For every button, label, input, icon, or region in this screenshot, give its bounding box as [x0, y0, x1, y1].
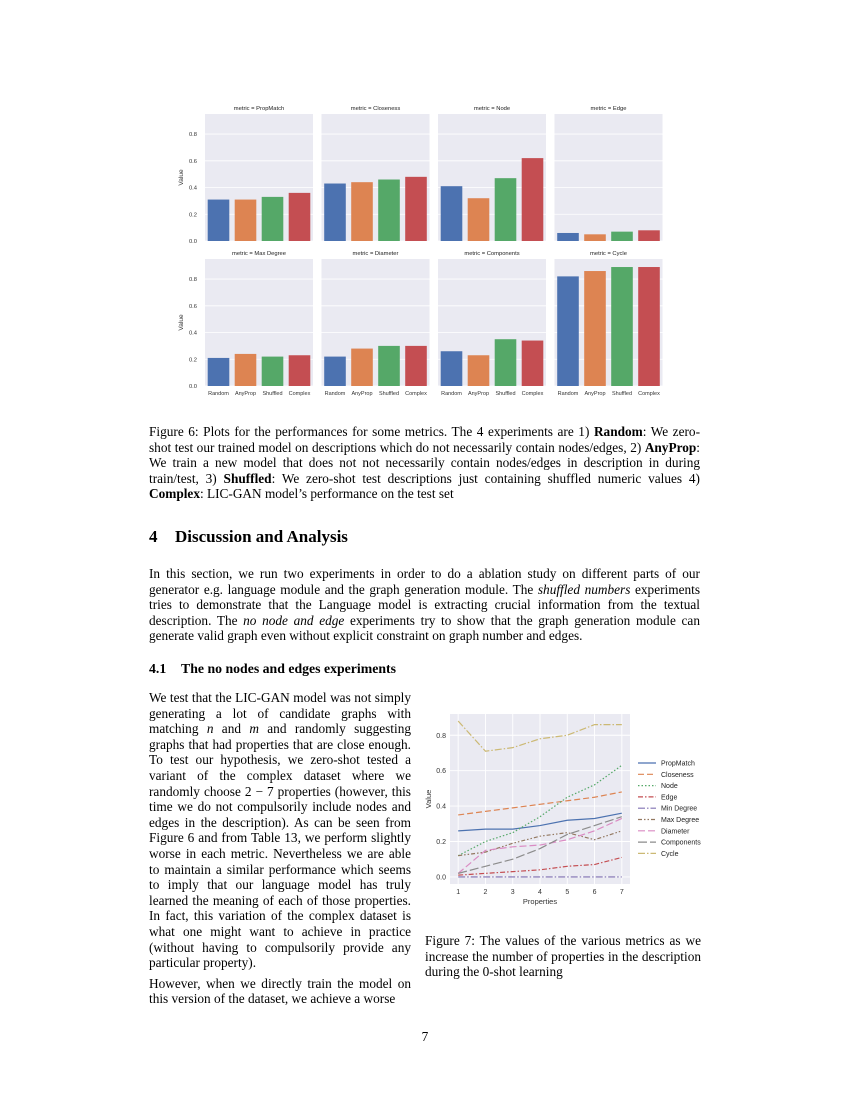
- x-tick-label: 6: [592, 889, 597, 896]
- paragraph-2: However, when we directly train the model on this version of the dataset, we achieve a worse: [149, 975, 411, 1007]
- bar: [522, 341, 544, 386]
- x-tick-label: Random: [441, 391, 462, 397]
- panel-title: metric = Closeness: [350, 106, 401, 112]
- x-tick-label: Complex: [405, 391, 427, 397]
- bar: [441, 351, 463, 386]
- section-heading: [149, 527, 348, 547]
- bar: [468, 355, 490, 386]
- y-tick-label: 0.4: [188, 185, 197, 192]
- bar: [324, 357, 346, 386]
- bar: [557, 233, 579, 241]
- bar: [289, 355, 311, 386]
- x-tick-label: 5: [565, 889, 570, 896]
- bar: [351, 349, 373, 386]
- y-tick-label: 0.2: [436, 839, 446, 846]
- bar: [324, 184, 346, 241]
- bar: [405, 346, 427, 386]
- subsection-title: The no nodes and edges experiments: [181, 661, 397, 676]
- x-tick-label: Random: [324, 391, 346, 397]
- panel-title: metric = PropMatch: [233, 106, 285, 112]
- bar: [638, 230, 660, 241]
- paragraph-1: We test that the LIC-GAN model was not simply generating a lot of candidate graphs with matching n and m and randomly suggesting graphs that had properties that are close enough. To test our hypothesis, we zero-shot tested a variant of the complex dataset where we randomly choose 2 − 7 properties (however, this time we do not compulsorily include nodes and edges in the description). As can be seen from Figure 6 and from Table 13, we perform slightly worse in each metric. Nevertheless we are able to maintain a similar performance which seems to imply that our language model has truly learned the meaning of each of those properties. In fact, this variation of the complex dataset is what one might want to achieve in practice (without having to compulsorily provide any particular property).: [149, 690, 411, 971]
- section-paragraph: In this section, we run two experiments in order to do a ablation study on different parts of our generator e.g. language module and the graph generation module. The shuffled numbers experiments tries to demonstrate that the Language model is extracting crucial information from the textual description. The no node and edge experiments try to show that the graph generation module can generate valid graph even without explicit constraint on graph number and edges.: [149, 566, 700, 644]
- legend-label: PropMatch: [661, 760, 695, 768]
- y-tick-label: 0.0: [188, 239, 197, 245]
- x-tick-label: 3: [510, 889, 515, 896]
- y-tick-label: 0.4: [436, 803, 446, 811]
- bar: [235, 354, 257, 386]
- y-tick-label: 0.6: [436, 768, 446, 776]
- figure-6-caption: Figure 6: Plots for the performances for some metrics. The 4 experiments are 1) Random: We zero-shot test our trained model on descriptions which do not necessarily contain nodes/edges, 2) AnyProp: We train a new model that does not not necessarily contain nodes/edges in description in during train/test, 3) Shuffled: We zero-shot test descriptions just containing shuffled numeric values 4) Complex: LIC-GAN model’s performance on the test set: [149, 424, 700, 502]
- legend-label: Max Degree: [661, 817, 700, 824]
- y-tick-label: 0.2: [188, 212, 197, 219]
- panel-title: metric = Components: [464, 251, 520, 257]
- bar: [638, 267, 660, 386]
- x-tick-label: AnyProp: [467, 391, 490, 397]
- panel-title: metric = Max Degree: [232, 251, 286, 257]
- x-tick-label: Complex: [288, 391, 311, 397]
- bar: [584, 271, 606, 386]
- bar: [262, 197, 284, 241]
- bar: [378, 180, 400, 241]
- x-tick-label: AnyProp: [351, 391, 373, 397]
- legend-label: Node: [661, 783, 678, 791]
- bar: [557, 276, 579, 386]
- section-title: Discussion and Analysis: [175, 527, 348, 546]
- legend-label: Edge: [661, 794, 678, 802]
- panel-background: [555, 114, 663, 241]
- panel-title: metric = Diameter: [352, 251, 399, 257]
- x-tick-label: Shuffled: [378, 391, 400, 397]
- bar: [235, 200, 257, 241]
- bar: [208, 200, 230, 241]
- figure-6-bar-grid: [165, 100, 695, 400]
- x-tick-label: Random: [208, 391, 229, 397]
- bar: [378, 346, 400, 386]
- bar: [495, 339, 517, 386]
- y-tick-label: 0.8: [188, 132, 197, 139]
- y-tick-label: 0.6: [188, 158, 197, 165]
- bar: [584, 234, 606, 241]
- x-tick-label: AnyProp: [584, 391, 606, 397]
- x-tick-label: Shuffled: [611, 391, 633, 397]
- bar: [405, 177, 427, 241]
- panel-title: metric = Node: [473, 106, 511, 112]
- panel-title: metric = Edge: [590, 106, 627, 112]
- panel-title: metric = Cycle: [590, 251, 627, 257]
- bar: [495, 178, 517, 241]
- x-axis-label: Properties: [522, 897, 558, 906]
- section-number: 4: [149, 527, 158, 546]
- subsection-body: [149, 690, 411, 1012]
- x-tick-label: Shuffled: [262, 391, 283, 397]
- x-tick-label: Shuffled: [495, 391, 516, 397]
- legend-label: Cycle: [661, 850, 679, 858]
- y-tick-label: 0.0: [188, 384, 197, 390]
- subsection-number: 4.1: [149, 661, 167, 676]
- y-axis-label: Value: [178, 169, 185, 186]
- figure-7-caption: Figure 7: The values of the various metrics as we increase the number of properties in the description during the 0-shot learning: [425, 933, 701, 980]
- bar: [611, 232, 633, 241]
- bar: [441, 186, 463, 241]
- bar: [262, 357, 284, 386]
- x-tick-label: Complex: [521, 391, 544, 397]
- legend-label: Diameter: [661, 828, 690, 836]
- y-tick-label: 0.0: [436, 874, 446, 882]
- page-number: 7: [421, 1029, 429, 1044]
- bar: [351, 182, 373, 241]
- subsection-heading: [149, 661, 396, 677]
- bar: [289, 193, 311, 241]
- legend-label: Components: [661, 839, 701, 847]
- figure-7-line-chart: [418, 708, 708, 913]
- x-tick-label: AnyProp: [234, 391, 257, 397]
- bar: [522, 158, 544, 241]
- x-tick-label: 7: [619, 889, 624, 896]
- x-tick-label: 1: [456, 889, 461, 896]
- y-axis-label: Value: [178, 314, 185, 331]
- x-tick-label: Random: [557, 391, 579, 397]
- y-tick-label: 0.8: [188, 277, 197, 284]
- bar: [611, 267, 633, 386]
- x-tick-label: Complex: [638, 391, 660, 397]
- legend-label: Min Degree: [661, 805, 698, 813]
- y-tick-label: 0.4: [188, 330, 197, 337]
- legend-label: Closeness: [661, 771, 694, 779]
- y-tick-label: 0.2: [188, 357, 197, 364]
- bar: [208, 358, 230, 386]
- x-tick-label: 4: [538, 889, 542, 896]
- bar: [468, 198, 490, 241]
- y-tick-label: 0.8: [436, 732, 446, 740]
- y-axis-label: Value: [424, 789, 433, 809]
- x-tick-label: 2: [483, 889, 488, 896]
- y-tick-label: 0.6: [188, 303, 197, 310]
